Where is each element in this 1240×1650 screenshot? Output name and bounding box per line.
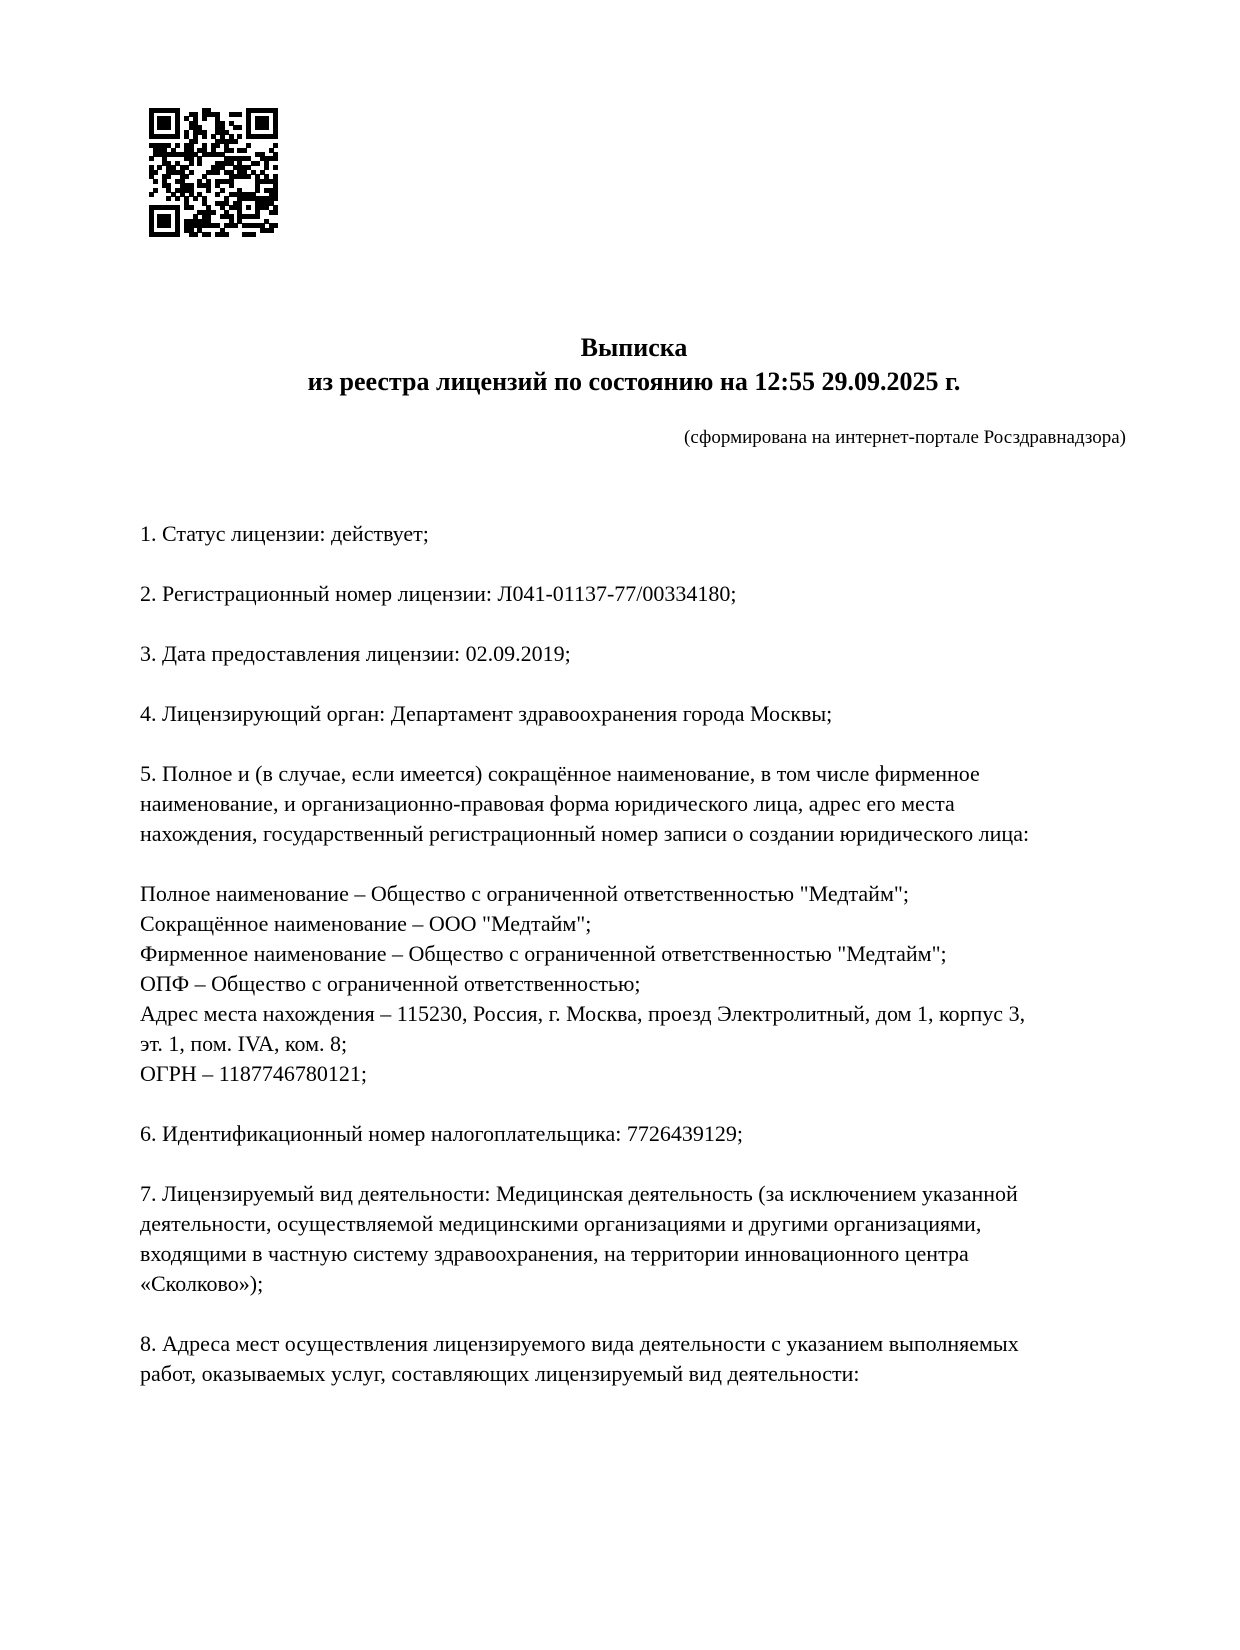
qr-code-icon	[149, 108, 278, 237]
text-line: эт. 1, пом. IVA, ком. 8;	[140, 1031, 348, 1056]
text-line: ОГРН – 1187746780121;	[140, 1061, 368, 1086]
paragraph-licensed-activity	[140, 1179, 1140, 1299]
text-line: 2. Регистрационный номер лицензии: Л041-01137-77/00334180;	[140, 581, 737, 606]
title-line-1: Выписка	[580, 333, 688, 362]
paragraph-licensing-authority	[140, 699, 1140, 729]
title-line-2: из реестра лицензий по состоянию на 12:55 29.09.2025 г.	[307, 367, 961, 396]
text-line: 4. Лицензирующий орган: Департамент здравоохранения города Москвы;	[140, 701, 833, 726]
text-line: Фирменное наименование – Общество с ограниченной ответственностью "Медтайм";	[140, 941, 947, 966]
document-body	[140, 519, 1140, 1419]
text-line: 8. Адреса мест осуществления лицензируемого вида деятельности с указанием выполняемых	[140, 1331, 1019, 1356]
paragraph-activity-addresses	[140, 1329, 1140, 1389]
text-line: входящими в частную систему здравоохранения, на территории инновационного центра	[140, 1241, 969, 1266]
text-line: работ, оказываемых услуг, составляющих лицензируемый вид деятельности:	[140, 1361, 860, 1386]
text-line: 5. Полное и (в случае, если имеется) сокращённое наименование, в том числе фирменное	[140, 761, 980, 786]
text-line: Адрес места нахождения – 115230, Россия, г. Москва, проезд Электролитный, дом 1, корпус 3,	[140, 1001, 1026, 1026]
text-line: наименование, и организационно-правовая форма юридического лица, адрес его места	[140, 791, 955, 816]
paragraph-taxpayer-number	[140, 1119, 1140, 1149]
text-line: «Сколково»);	[140, 1271, 264, 1296]
paragraph-registration-number	[140, 579, 1140, 609]
text-line: Полное наименование – Общество с ограниченной ответственностью "Медтайм";	[140, 881, 909, 906]
paragraph-entity-details	[140, 879, 1140, 1089]
paragraph-license-status	[140, 519, 1140, 549]
text-line: деятельности, осуществляемой медицинскими организациями и другими организациями,	[140, 1211, 982, 1236]
text-line: 3. Дата предоставления лицензии: 02.09.2019;	[140, 641, 571, 666]
text-line: Сокращённое наименование – ООО "Медтайм";	[140, 911, 592, 936]
paragraph-entity-naming-intro	[140, 759, 1140, 849]
text-line: 1. Статус лицензии: действует;	[140, 521, 429, 546]
paragraph-grant-date	[140, 639, 1140, 669]
document-title	[140, 331, 1128, 399]
text-line: нахождения, государственный регистрационный номер записи о создании юридического лица:	[140, 821, 1030, 846]
text-line: ОПФ – Общество с ограниченной ответственностью;	[140, 971, 641, 996]
text-line: 6. Идентификационный номер налогоплательщика: 7726439129;	[140, 1121, 743, 1146]
document-note: (сформирована на интернет-портале Росздравнадзора)	[684, 427, 1126, 448]
text-line: 7. Лицензируемый вид деятельности: Медицинская деятельность (за исключением указанной	[140, 1181, 1018, 1206]
